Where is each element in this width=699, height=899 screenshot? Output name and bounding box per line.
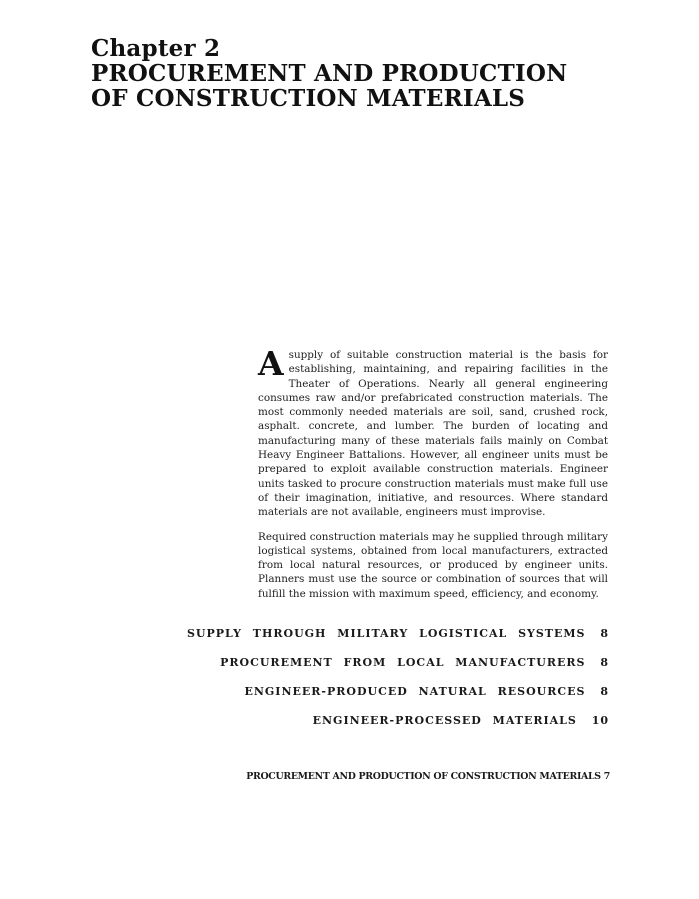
page-number: 7 (603, 771, 610, 782)
toc-entry[interactable] (187, 627, 609, 656)
toc-entry-title: SUPPLY THROUGH MILITARY LOGISTICAL SYSTEMS (186, 627, 586, 640)
section-contents-list (187, 627, 609, 743)
intro-paragraph-1 (258, 344, 608, 520)
toc-entry-title: PROCUREMENT FROM LOCAL MANUFACTURERS (220, 656, 586, 669)
toc-entry-page: 8 (600, 685, 609, 698)
toc-entry-title: ENGINEER-PROCESSED MATERIALS (312, 714, 577, 727)
chapter-heading (91, 36, 567, 111)
toc-entry-page: 8 (600, 627, 609, 640)
toc-entry-page: 8 (600, 656, 609, 669)
toc-entry[interactable] (187, 685, 609, 714)
toc-entry[interactable] (187, 656, 609, 685)
chapter-label: Chapter 2 (91, 35, 221, 62)
drop-cap: A (258, 344, 284, 383)
toc-entry-page: 10 (591, 714, 609, 727)
chapter-title-line-1: PROCUREMENT AND PRODUCTION (91, 60, 568, 87)
chapter-introduction (258, 344, 608, 611)
intro-paragraph-2: Required construction materials may he supplied through military logistical systems, obtained from local manufacturers, extracted from local natural resources, or produced by engineer units. Planners must use the source or combination of sources that will fulfill the mission with maximum speed, efficiency, and economy. (258, 530, 608, 600)
intro-paragraph-1-text: supply of suitable construction material is the basis for establishing, maintaining, and repairing facilities in the Theater of Operations. Nearly all general engineering consumes raw and/or prefabricated construction materials. The most commonly needed materials are soil, sand, crushed rock, asphalt. concrete, and lumber. The burden of locating and manufacturing many of these materials fails mainly on Combat Heavy Engineer Battalions. However, all engineer units must be prepared to exploit available construction materials. Engineer units tasked to procure construction materials must make full use of their imagination, initiative, and resources. Where standard materials are not available, engineers must improvise. (258, 349, 608, 519)
toc-entry[interactable] (187, 714, 609, 743)
toc-entry-title: ENGINEER-PRODUCED NATURAL RESOURCES (244, 685, 586, 698)
page-footer (246, 771, 610, 782)
chapter-title-line-2: OF CONSTRUCTION MATERIALS (91, 85, 526, 112)
running-title: PROCUREMENT AND PRODUCTION OF CONSTRUCTION MATERIALS (246, 771, 601, 782)
